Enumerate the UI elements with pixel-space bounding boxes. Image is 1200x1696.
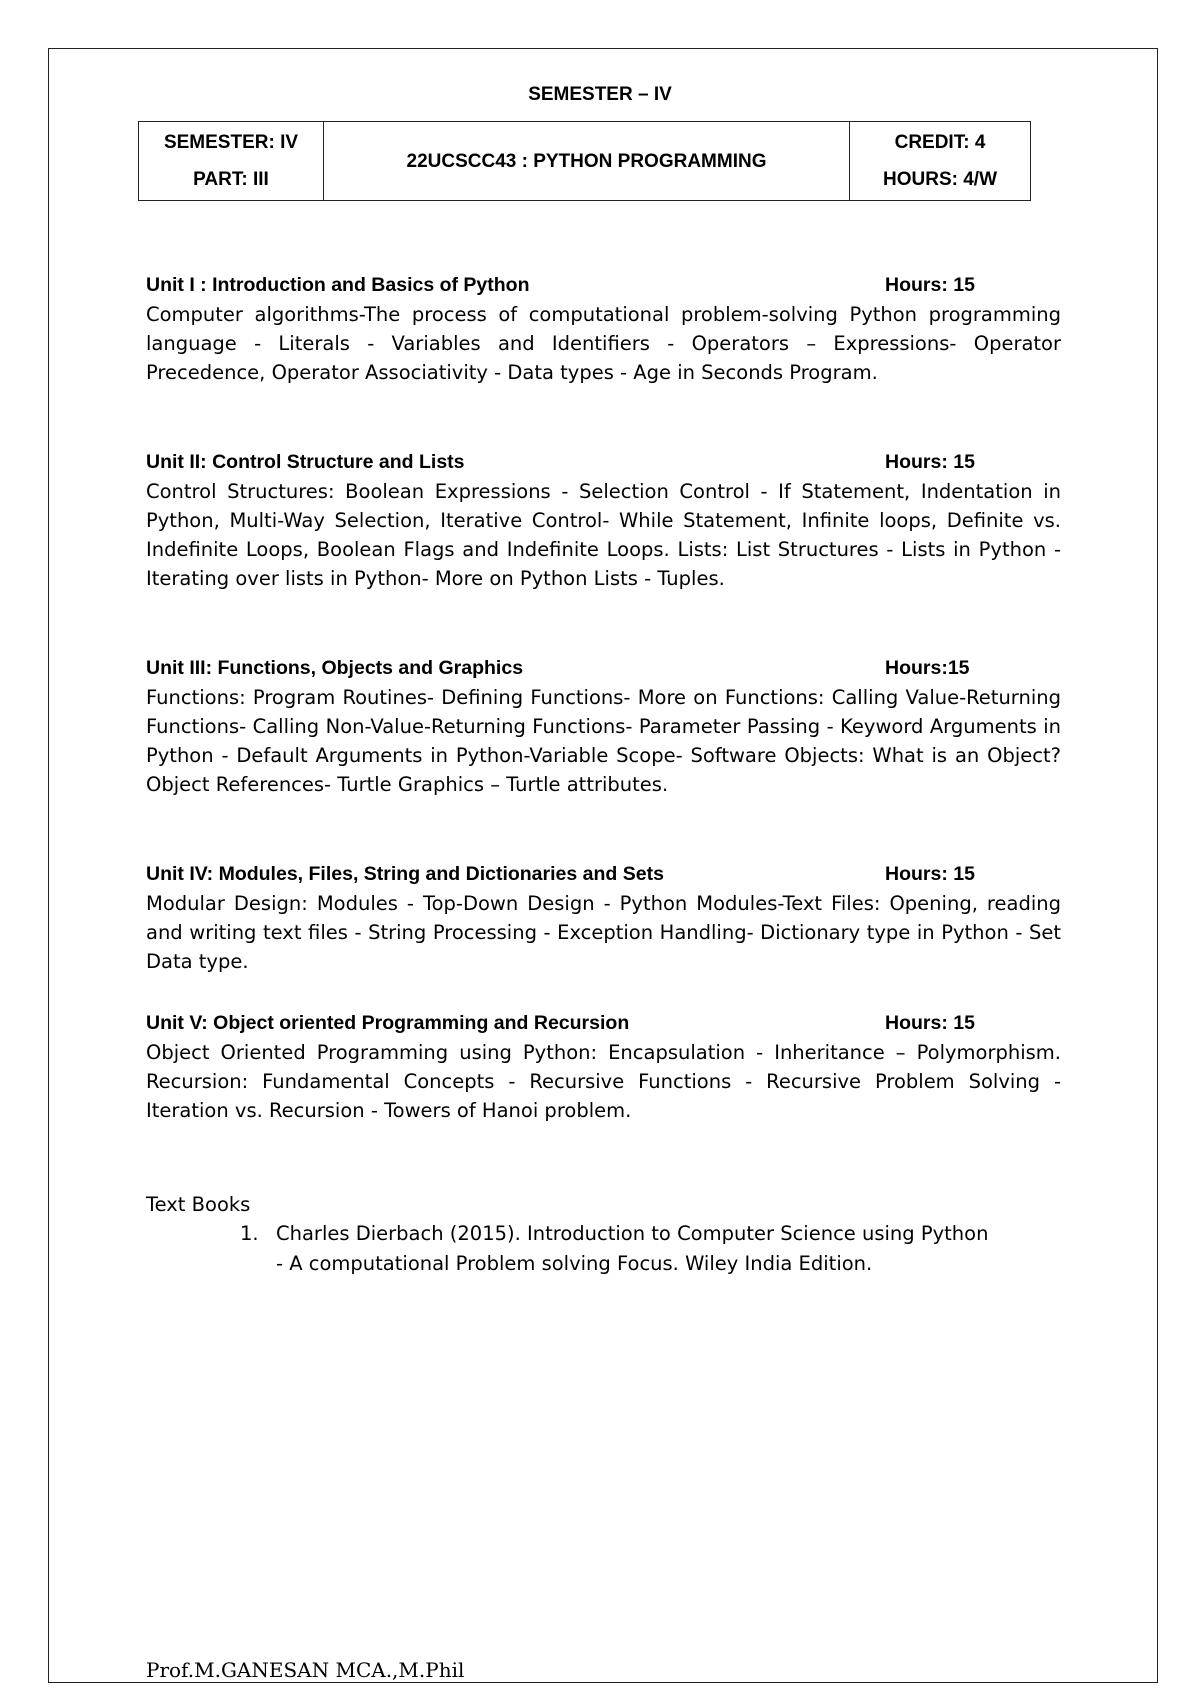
unit-body: Computer algorithms-The process of computational problem-solving Python programming language - Literals - Variables and Identifiers - Operators – Expressions- Operator Precedence, Operator Associativity - Data types - Age in Seconds Program. <box>146 303 1061 384</box>
unit-title: Unit IV: Modules, Files, String and Dictionaries and Sets <box>146 863 664 885</box>
unit-title: Unit V: Object oriented Programming and Recursion <box>146 1012 630 1034</box>
author-footer: Prof.M.GANESAN MCA.,M.Phil <box>146 1658 465 1682</box>
unit-header <box>146 448 1061 477</box>
unit-section <box>146 271 1061 387</box>
unit-body: Modular Design: Modules - Top-Down Design - Python Modules-Text Files: Opening, reading and writing text files - String Processing - Exception Handling- Dictionary type in Python - Set Data type. <box>146 892 1061 973</box>
credit-label: CREDIT: 4 <box>894 132 986 153</box>
unit-body: Object Oriented Programming using Python: Encapsulation - Inheritance – Polymorphism. Recursion: Fundamental Concepts - Recursive Functions - Recursive Problem Solving - Iteration vs. Recursion - Towers of Hanoi problem. <box>146 1041 1061 1122</box>
unit-header <box>146 860 1061 889</box>
unit-title: Unit II: Control Structure and Lists <box>146 451 465 473</box>
semester-heading: SEMESTER – IV <box>528 84 672 105</box>
unit-hours: Hours: 15 <box>885 863 975 885</box>
unit-title: Unit I : Introduction and Basics of Python <box>146 274 530 296</box>
unit-header <box>146 654 1061 683</box>
credit-hours-cell <box>850 122 1031 201</box>
unit-header <box>146 1009 1061 1038</box>
course-header-table <box>138 121 1031 201</box>
unit-section <box>146 860 1061 976</box>
textbooks-label: Text Books <box>146 1193 251 1216</box>
unit-header <box>146 271 1061 300</box>
unit-hours: Hours: 15 <box>885 451 975 473</box>
unit-hours: Hours:15 <box>885 657 970 679</box>
course-title: 22UCSCC43 : PYTHON PROGRAMMING <box>324 122 850 201</box>
hours-label: HOURS: 4/W <box>883 169 997 190</box>
semester-label: SEMESTER: IV <box>163 132 299 153</box>
unit-section <box>146 1009 1061 1125</box>
unit-section <box>146 448 1061 593</box>
unit-title: Unit III: Functions, Objects and Graphics <box>146 657 524 679</box>
part-label: PART: III <box>193 169 269 190</box>
unit-section <box>146 654 1061 799</box>
semester-part-cell <box>139 122 324 201</box>
textbook-number: 1. <box>240 1222 259 1245</box>
unit-hours: Hours: 15 <box>885 274 975 296</box>
unit-body: Functions: Program Routines- Defining Functions- More on Functions: Calling Value-Returning Functions- Calling Non-Value-Returning Functions- Parameter Passing - Keyword Arguments in Python - Default Arguments in Python-Variable Scope- Software Objects: What is an Object? Object References- Turtle Graphics – Turtle attributes. <box>146 686 1061 796</box>
textbook-item <box>240 1219 1000 1279</box>
unit-body: Control Structures: Boolean Expressions - Selection Control - If Statement, Indentation in Python, Multi-Way Selection, Iterative Control- While Statement, Infinite loops, Definite vs. Indefinite Loops, Boolean Flags and Indefinite Loops. Lists: List Structures - Lists in Python - Iterating over lists in Python- More on Python Lists - Tuples. <box>146 480 1061 590</box>
textbook-citation: Charles Dierbach (2015). Introduction to Computer Science using Python - A computational Problem solving Focus. Wiley India Edition. <box>276 1222 989 1275</box>
unit-hours: Hours: 15 <box>885 1012 975 1034</box>
